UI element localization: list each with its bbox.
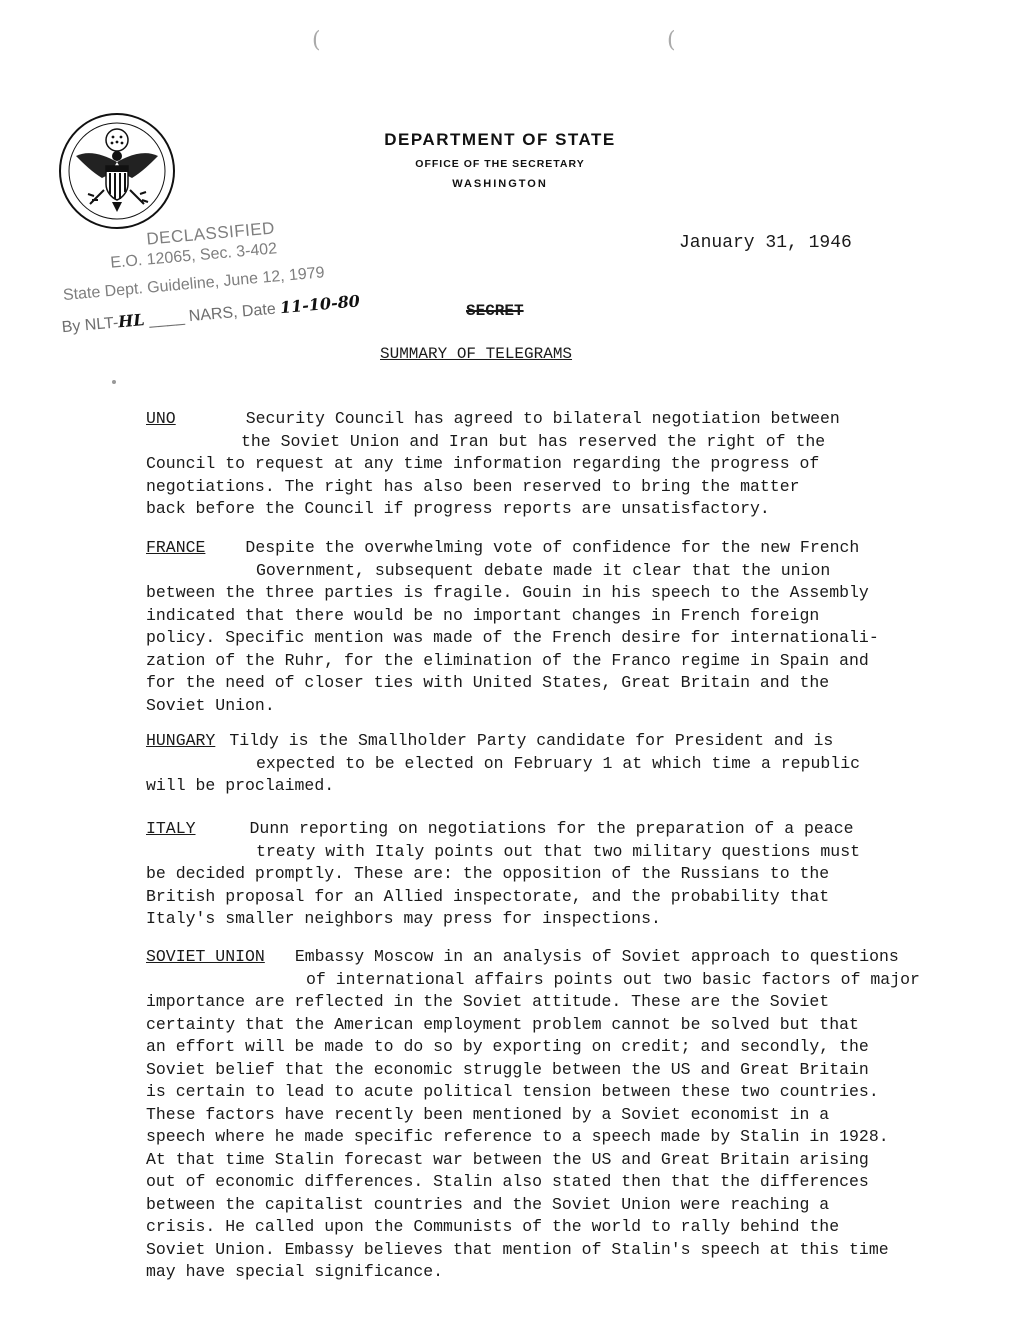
section-second-line: expected to be elected on February 1 at which time a republic bbox=[256, 753, 860, 773]
section-first-line: UNO Security Council has agreed to bilateral negotiation between bbox=[146, 409, 840, 428]
stamp-by-prefix: By NLT- bbox=[61, 314, 120, 337]
section-label: UNO bbox=[146, 409, 176, 428]
classification-marking: SECRET bbox=[466, 302, 524, 320]
section-body-line: Soviet belief that the economic struggle between the US and Great Britain bbox=[146, 1059, 869, 1079]
section-body-line: be decided promptly. These are: the opposition of the Russians to the bbox=[146, 864, 830, 883]
section-body-line: for the need of closer ties with United States, Great Britain and the bbox=[146, 673, 830, 692]
section-label: ITALY bbox=[146, 819, 196, 838]
section-body-line: between the three parties is fragile. Gouin in his speech to the Assembly bbox=[146, 583, 869, 602]
section-soviet-union bbox=[146, 946, 956, 1284]
city-name: WASHINGTON bbox=[452, 178, 548, 190]
section-body-line: out of economic differences. Stalin also stated then that the differences bbox=[146, 1172, 869, 1191]
section-second-line: of international affairs points out two basic factors of major bbox=[306, 969, 920, 989]
section-body-line: may have special significance. bbox=[146, 1262, 444, 1281]
punch-mark: ( bbox=[667, 28, 676, 53]
stamp-line: State Dept. Guideline, June 12, 1979 bbox=[62, 264, 326, 305]
section-body-line: is certain to lead to acute political tension between these two countries. bbox=[146, 1082, 879, 1101]
section-body-line: Council to request at any time information regarding the progress of bbox=[146, 454, 820, 473]
section-first-line: FRANCE Despite the overwhelming vote of confidence for the new French bbox=[146, 538, 860, 557]
section-body-line: speech where he made specific reference to a speech made by Stalin in 1928. bbox=[146, 1127, 889, 1146]
section-body-line: importance are reflected in the Soviet attitude. These are the Soviet bbox=[146, 992, 830, 1011]
section-label: SOVIET UNION bbox=[146, 947, 265, 966]
section-second-line: Government, subsequent debate made it clear that the union bbox=[256, 560, 831, 580]
section-body-line: crisis. He called upon the Communists of the world to rally behind the bbox=[146, 1217, 840, 1236]
section-second-line: treaty with Italy points out that two military questions must bbox=[256, 841, 860, 861]
section-body-line: certainty that the American employment problem cannot be solved but that bbox=[146, 1014, 859, 1034]
section-body-line: Italy's smaller neighbors may press for inspections. bbox=[146, 909, 661, 928]
stamp-nars-label: NARS, Date bbox=[188, 300, 277, 326]
stamp-line: E.O. 12065, Sec. 3-402 bbox=[109, 240, 278, 272]
stamp-line: DECLASSIFIED bbox=[145, 218, 276, 249]
punch-mark: ( bbox=[312, 28, 321, 53]
great-seal-icon bbox=[58, 112, 176, 230]
section-second-line: the Soviet Union and Iran but has reserved the right of the bbox=[241, 431, 826, 451]
section-body-line: policy. Specific mention was made of the French desire for internationali- bbox=[146, 628, 879, 647]
section-first-line: HUNGARY Tildy is the Smallholder Party candidate for President and is bbox=[146, 731, 834, 750]
section-label: HUNGARY bbox=[146, 731, 216, 750]
page-title: SUMMARY OF TELEGRAMS bbox=[380, 345, 573, 363]
section-first-line: ITALY Dunn reporting on negotiations for the preparation of a peace bbox=[146, 819, 854, 838]
section-body-line: between the capitalist countries and the Soviet Union were reaching a bbox=[146, 1194, 830, 1214]
department-name: DEPARTMENT OF STATE bbox=[384, 130, 616, 149]
letterhead bbox=[360, 130, 640, 190]
section-body-line: zation of the Ruhr, for the elimination of the Franco regime in Spain and bbox=[146, 650, 869, 670]
section-body-line: At that time Stalin forecast war between the US and Great Britain arising bbox=[146, 1149, 869, 1169]
section-uno bbox=[146, 408, 956, 521]
stamp-initials: HL bbox=[117, 310, 146, 332]
section-italy bbox=[146, 818, 956, 931]
stamp-date: 11-10-80 bbox=[279, 291, 361, 318]
section-label: FRANCE bbox=[146, 538, 206, 557]
section-body-line: will be proclaimed. bbox=[146, 776, 335, 795]
section-france bbox=[146, 537, 956, 717]
section-body-line: indicated that there would be no important changes in French foreign bbox=[146, 605, 820, 625]
section-body-line: an effort will be made to do so by exporting on credit; and secondly, the bbox=[146, 1037, 869, 1056]
declassification-stamp bbox=[50, 210, 380, 367]
section-first-line: SOVIET UNION Embassy Moscow in an analysis of Soviet approach to questions bbox=[146, 947, 899, 966]
stray-mark bbox=[112, 380, 116, 384]
section-body-line: negotiations. The right has also been reserved to bring the matter bbox=[146, 476, 800, 496]
section-body-line: These factors have recently been mentioned by a Soviet economist in a bbox=[146, 1104, 830, 1124]
section-hungary bbox=[146, 730, 956, 798]
section-body-line: back before the Council if progress reports are unsatisfactory. bbox=[146, 499, 770, 518]
section-body-line: Soviet Union. bbox=[146, 695, 275, 715]
stamp-line: By NLT-HL ____ NARS, Date 11-10-80 bbox=[61, 291, 361, 337]
document-date: January 31, 1946 bbox=[679, 233, 852, 253]
section-body-line: British proposal for an Allied inspectorate, and the probability that bbox=[146, 886, 830, 906]
office-name: OFFICE OF THE SECRETARY bbox=[415, 158, 585, 170]
section-body-line: Soviet Union. Embassy believes that mention of Stalin's speech at this time bbox=[146, 1239, 889, 1259]
